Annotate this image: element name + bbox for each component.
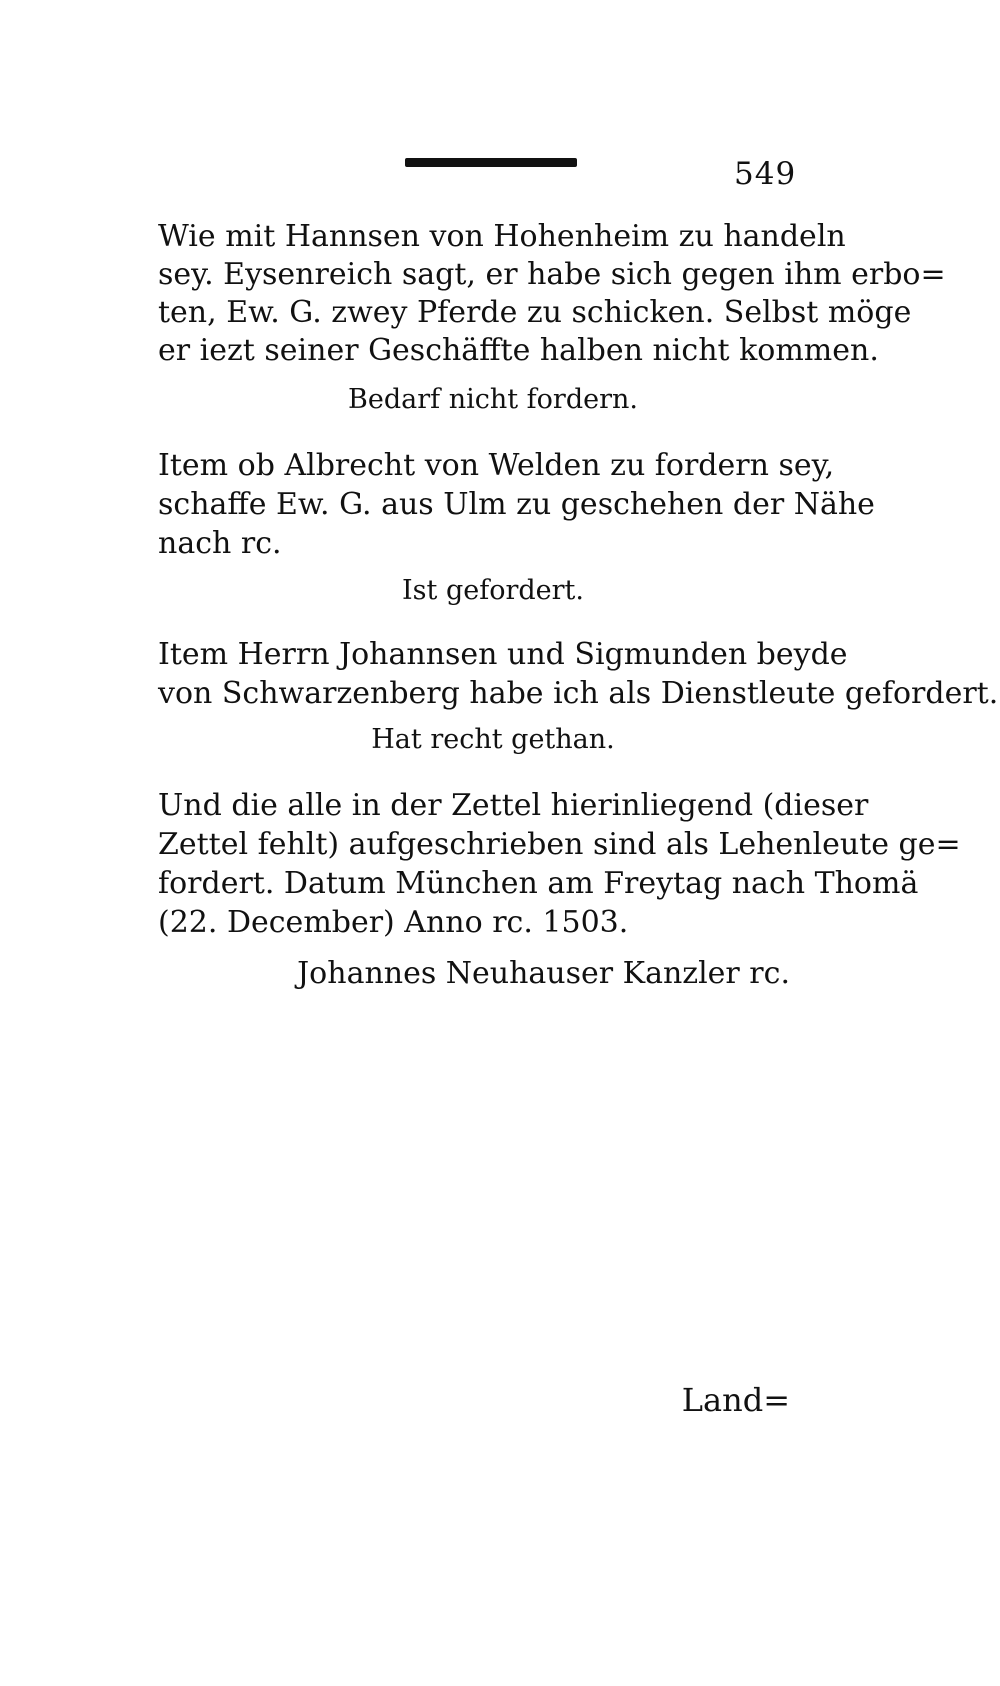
paragraph-1-line-2: sey. Eysenreich sagt, er habe sich gegen ihm erbo= bbox=[158, 257, 946, 292]
reply-3: Hat recht gethan. bbox=[371, 724, 615, 755]
paragraph-1-line-1: Wie mit Hannsen von Hohenheim zu handeln bbox=[158, 219, 846, 254]
paragraph-4-line-3: fordert. Datum München am Freytag nach Thomä bbox=[158, 866, 919, 901]
reply-1: Bedarf nicht fordern. bbox=[348, 384, 638, 415]
paragraph-1-line-4: er iezt seiner Geschäffte halben nicht kommen. bbox=[158, 333, 879, 368]
page-number: 549 bbox=[734, 156, 797, 192]
paragraph-4-line-2: Zettel fehlt) aufgeschrieben sind als Lehenleute ge= bbox=[158, 827, 961, 862]
paragraph-4-line-4: (22. December) Anno rc. 1503. bbox=[158, 905, 629, 940]
header-rule bbox=[405, 158, 577, 167]
paragraph-3-line-1: Item Herrn Johannsen und Sigmunden beyde bbox=[158, 637, 848, 672]
paragraph-2-line-1: Item ob Albrecht von Welden zu fordern sey, bbox=[158, 448, 835, 483]
paragraph-2-line-2: schaffe Ew. G. aus Ulm zu geschehen der Nähe bbox=[158, 487, 875, 522]
paragraph-2-line-3: nach rc. bbox=[158, 526, 282, 561]
catchword: Land= bbox=[681, 1381, 790, 1419]
paragraph-1-line-3: ten, Ew. G. zwey Pferde zu schicken. Selbst möge bbox=[158, 295, 912, 330]
paragraph-3-line-2: von Schwarzenberg habe ich als Dienstleute gefordert. bbox=[158, 676, 999, 711]
reply-2: Ist gefordert. bbox=[402, 575, 584, 606]
paragraph-4-line-1: Und die alle in der Zettel hierinliegend (dieser bbox=[158, 788, 869, 823]
signature: Johannes Neuhauser Kanzler rc. bbox=[297, 956, 790, 991]
